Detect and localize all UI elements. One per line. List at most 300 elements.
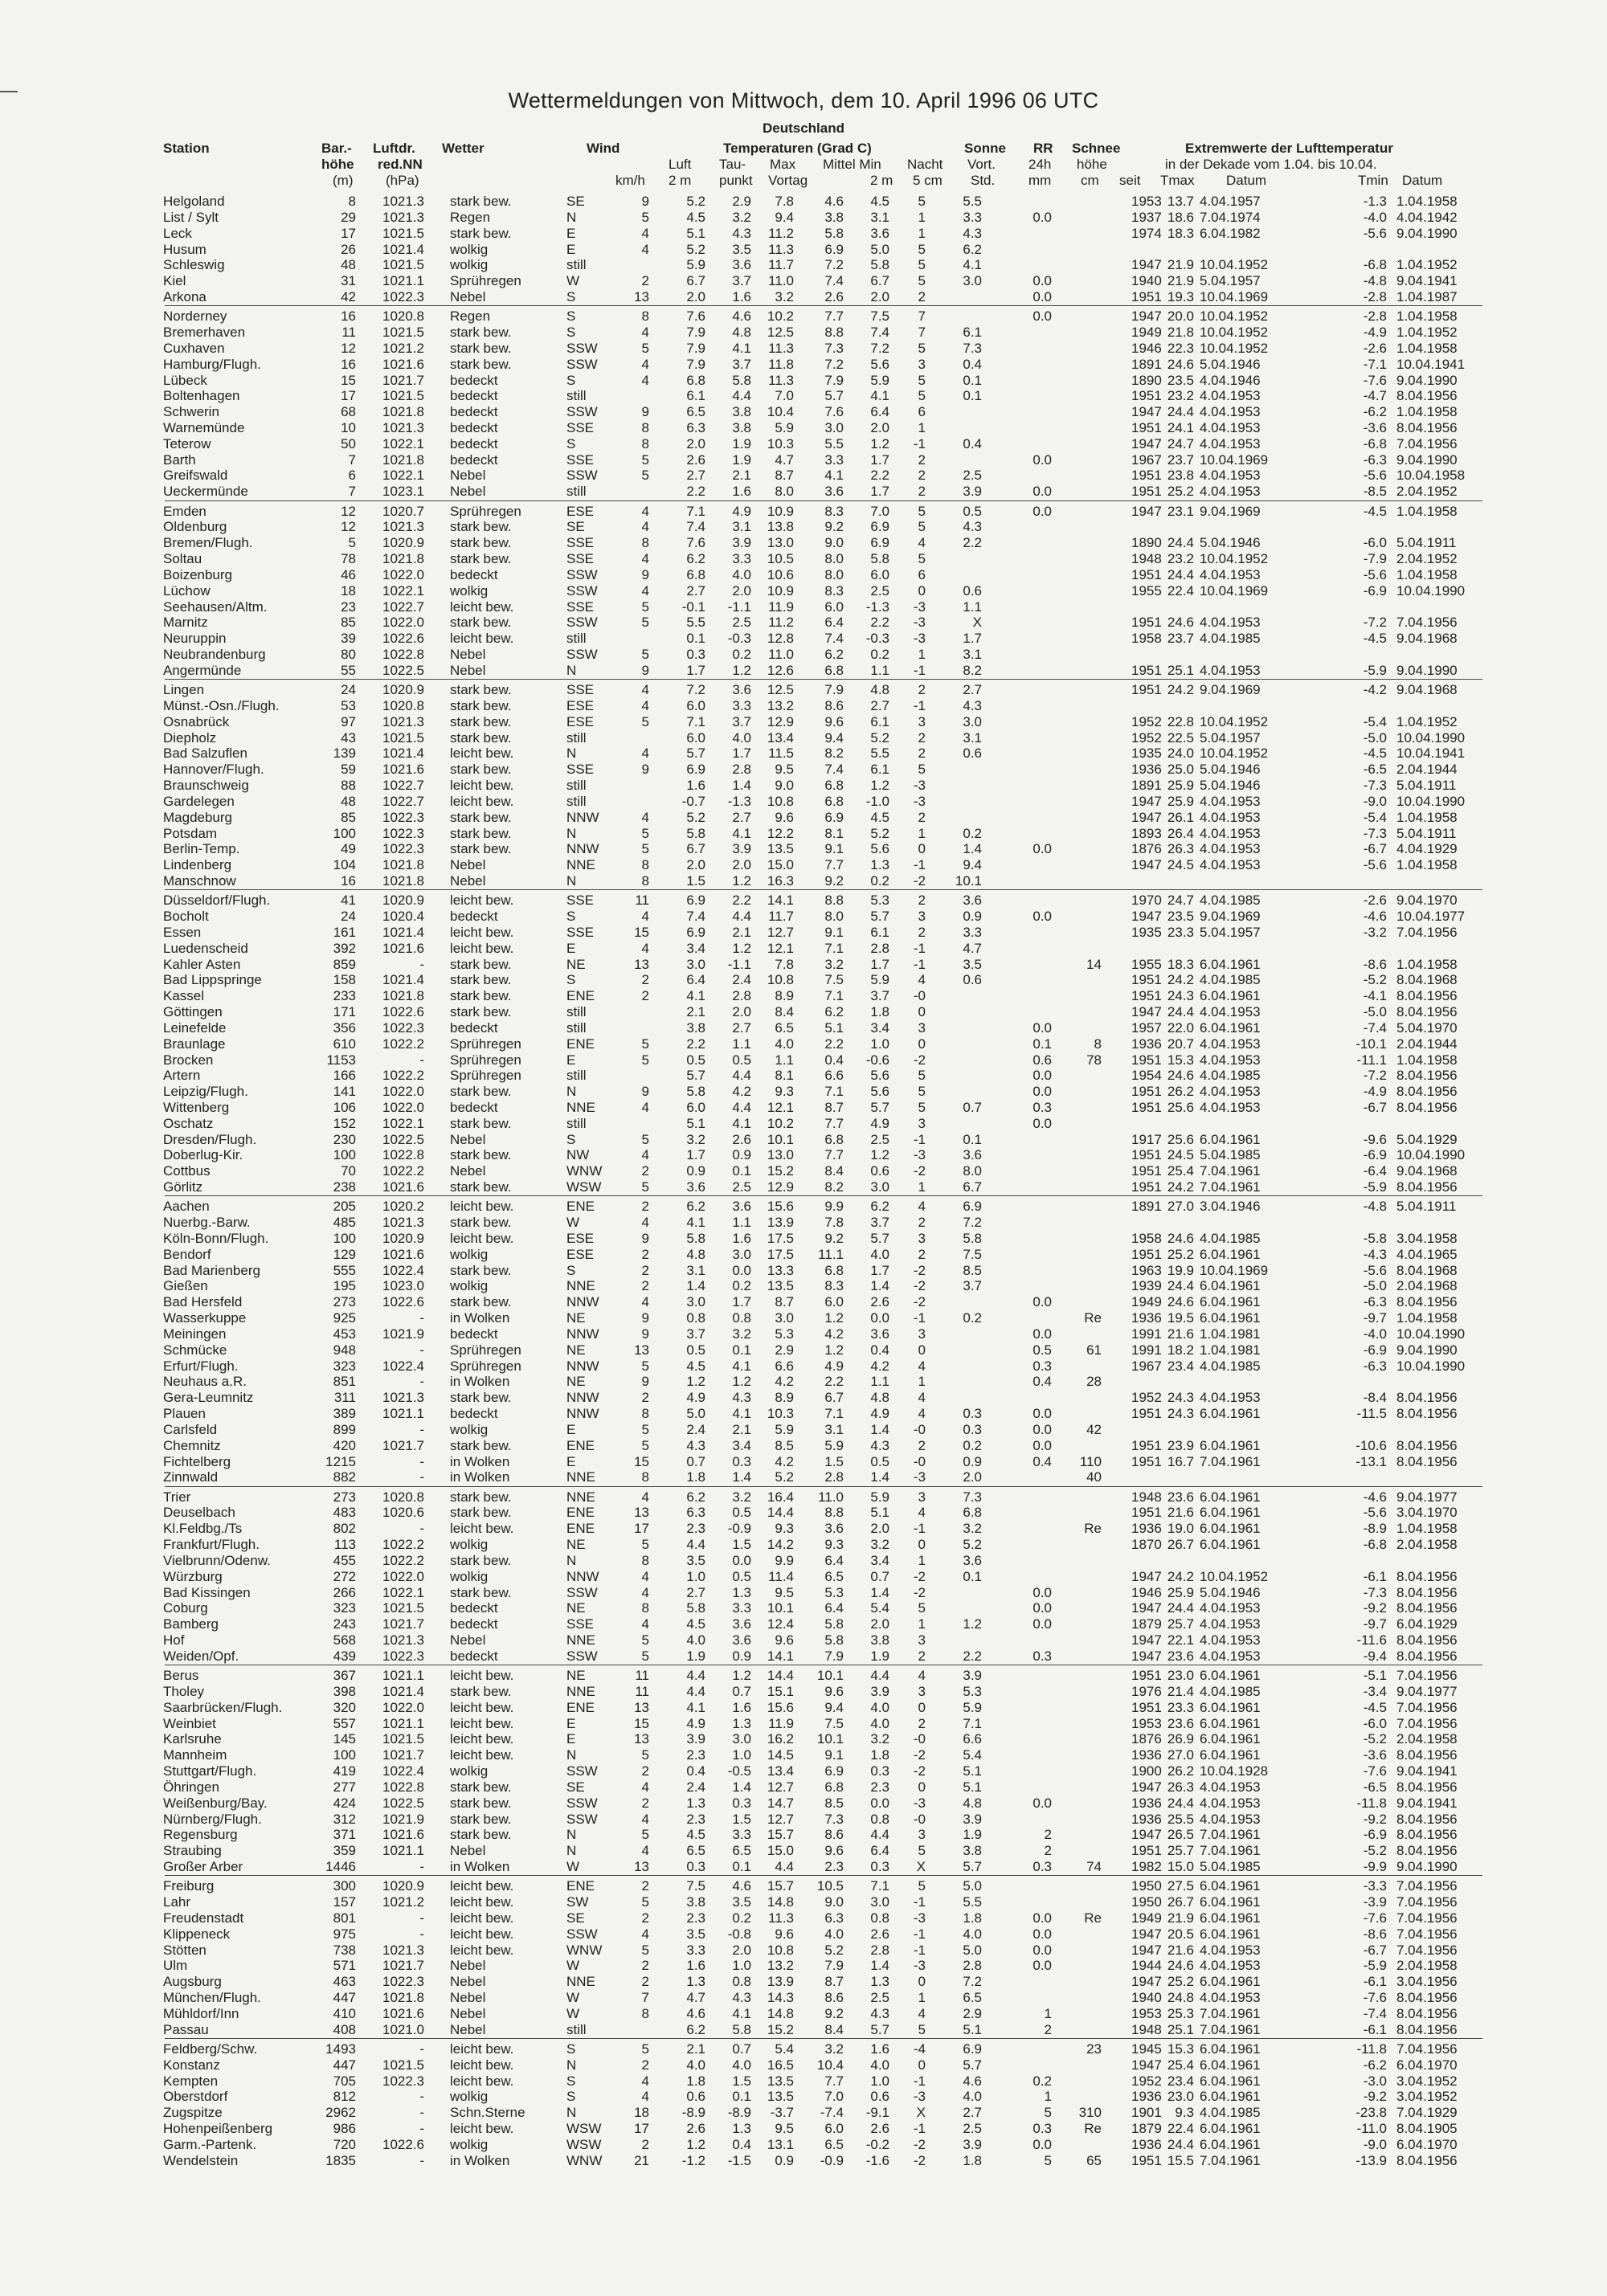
cell-wetter: Nebel: [450, 872, 486, 889]
cell-tmin-datum: 7.04.1956: [1396, 1926, 1458, 1942]
cell-nacht-5cm: -3: [913, 1795, 926, 1811]
cell-station: Magdeburg: [163, 809, 233, 825]
cell-tmax-datum: 6.04.1961: [1200, 2073, 1261, 2089]
cell-luft-temp: 5.7: [686, 1068, 705, 1084]
cell-seit: 1951: [1131, 1406, 1162, 1421]
cell-tmax-datum: 6.04.1961: [1200, 1926, 1261, 1942]
cell-luft-temp: 4.5: [686, 1827, 705, 1843]
cell-min-2m: 5.3: [870, 893, 889, 909]
cell-mittel: 2.3: [824, 1859, 844, 1874]
cell-min-2m: 5.9: [870, 1489, 889, 1505]
cell-mittel: 9.4: [824, 1699, 844, 1715]
cell-nacht-5cm: 5: [918, 503, 926, 519]
cell-station: Husum: [163, 241, 206, 257]
cell-tmax: 24.0: [1167, 746, 1194, 762]
cell-min-2m: 5.9: [870, 372, 889, 388]
cell-station: Bad Kissingen: [163, 1584, 251, 1600]
cell-mittel: 5.5: [824, 435, 844, 451]
cell-max-vortag: 17.5: [767, 1246, 794, 1262]
cell-rr-24h: 0.0: [1032, 1406, 1052, 1421]
cell-wind-speed: 4: [641, 746, 649, 762]
cell-min-2m: 4.1: [870, 388, 889, 404]
cell-luft-temp: 5.9: [686, 257, 705, 273]
cell-wind-speed: 2: [641, 2136, 649, 2152]
table-row: [0, 841, 1607, 857]
cell-tmin: -3.4: [1363, 1683, 1387, 1699]
cell-max-vortag: 10.5: [767, 551, 794, 566]
cell-wind-speed: 2: [641, 1910, 649, 1926]
cell-bar-hoehe: 16: [341, 356, 356, 372]
cell-seit: 1951: [1131, 972, 1162, 988]
cell-luft-temp: 4.9: [686, 1390, 705, 1406]
cell-min-2m: 0.3: [870, 1859, 889, 1874]
table-row: [0, 1990, 1607, 2006]
cell-tmin-datum: 10.04.1990: [1396, 793, 1466, 809]
cell-luft-temp: 7.2: [686, 682, 705, 698]
cell-taupunkt: 3.5: [732, 241, 751, 257]
cell-seit: 1991: [1131, 1326, 1162, 1342]
table-row: [0, 257, 1607, 273]
table-row: [0, 1004, 1607, 1020]
cell-mittel: 10.5: [816, 1878, 844, 1894]
cell-luftdruck: 1021.1: [382, 1668, 424, 1684]
cell-tmin: -6.0: [1363, 1715, 1387, 1731]
cell-wind-dir: E: [566, 1715, 576, 1731]
cell-mittel: 7.9: [824, 372, 844, 388]
cell-wind-dir: S: [566, 288, 576, 304]
cell-max-vortag: 9.4: [775, 209, 794, 225]
cell-wetter: Sprühregen: [450, 1358, 521, 1374]
cell-luft-temp: 0.8: [686, 1310, 705, 1326]
cell-tmin-datum: 1.04.1958: [1396, 1310, 1458, 1326]
cell-tmax: 23.6: [1167, 1489, 1194, 1505]
cell-station: Vielbrunn/Odenw.: [163, 1552, 271, 1568]
cell-mittel: 8.2: [824, 1179, 844, 1195]
cell-tmin-datum: 9.04.1990: [1396, 225, 1458, 241]
cell-tmax-datum: 6.04.1961: [1200, 2136, 1261, 2152]
cell-taupunkt: 1.6: [732, 288, 751, 304]
cell-sonne: 5.2: [963, 1537, 982, 1553]
cell-tmin-datum: 9.04.1941: [1396, 1763, 1458, 1779]
table-row: [0, 1263, 1607, 1279]
cell-max-vortag: 16.5: [767, 2057, 794, 2073]
cell-wind-dir: NNE: [566, 1469, 595, 1485]
cell-sonne: 5.0: [963, 1942, 982, 1958]
group-divider: [165, 889, 1482, 890]
cell-seit: 1951: [1131, 615, 1162, 631]
cell-mittel: 8.3: [824, 1278, 844, 1294]
cell-mittel: 8.5: [824, 1795, 844, 1811]
cell-sonne: 7.3: [963, 340, 982, 356]
cell-seit: 1890: [1131, 372, 1162, 388]
cell-sonne: 3.9: [963, 1811, 982, 1827]
cell-tmin-datum: 7.04.1956: [1396, 435, 1458, 451]
cell-wind-speed: 5: [641, 713, 649, 729]
cell-seit: 1936: [1131, 1811, 1162, 1827]
cell-tmin-datum: 10.04.1990: [1396, 582, 1466, 599]
cell-wind-speed: 4: [641, 682, 649, 698]
cell-tmin-datum: 8.04.1956: [1396, 1632, 1458, 1648]
cell-tmin-datum: 8.04.1905: [1396, 2121, 1458, 2137]
table-row: [0, 583, 1607, 599]
cell-tmax: 25.9: [1167, 778, 1194, 793]
cell-mittel: 1.5: [824, 1453, 844, 1469]
cell-nacht-5cm: 4: [918, 1358, 926, 1374]
header-schnee1: Schnee: [1072, 141, 1121, 156]
cell-tmin: -7.3: [1363, 778, 1387, 793]
cell-station: Gardelegen: [163, 793, 235, 809]
cell-sonne: 0.6: [963, 972, 982, 988]
cell-min-2m: 1.2: [870, 1147, 889, 1163]
cell-wind-speed: 5: [641, 451, 649, 468]
cell-min-2m: -1.0: [865, 793, 889, 809]
cell-mittel: 8.6: [824, 697, 844, 713]
cell-taupunkt: 3.3: [732, 551, 751, 566]
header-kmh: km/h: [615, 173, 645, 188]
cell-wind-speed: 9: [641, 762, 649, 778]
cell-tmin: -6.4: [1363, 1163, 1387, 1179]
cell-wind-dir: S: [566, 909, 576, 925]
cell-sonne: 7.5: [963, 1246, 982, 1262]
cell-mittel: 6.0: [824, 1294, 844, 1310]
cell-wetter: wolkig: [450, 582, 489, 599]
table-row: [0, 1910, 1607, 1926]
cell-tmin: -7.1: [1363, 356, 1387, 372]
cell-min-2m: 6.9: [870, 535, 889, 551]
cell-bar-hoehe: 50: [341, 435, 356, 451]
cell-tmax-datum: 4.04.1953: [1200, 662, 1261, 678]
cell-luft-temp: 5.0: [686, 1406, 705, 1421]
cell-rr-24h: 0.0: [1032, 503, 1052, 519]
cell-tmax: 22.4: [1167, 582, 1194, 599]
cell-bar-hoehe: 129: [333, 1246, 356, 1262]
cell-bar-hoehe: 7: [348, 451, 356, 468]
cell-wind-speed: 2: [641, 1199, 649, 1215]
cell-wind-dir: ENE: [566, 1199, 595, 1215]
cell-tmin: -5.4: [1363, 809, 1387, 825]
cell-tmax-datum: 4.04.1953: [1200, 857, 1261, 873]
cell-taupunkt: 4.1: [732, 2005, 751, 2021]
cell-bar-hoehe: 447: [333, 2057, 356, 2073]
cell-wetter: bedeckt: [450, 388, 498, 404]
cell-tmin: -8.6: [1363, 1926, 1387, 1942]
cell-sonne: 8.0: [963, 1163, 982, 1179]
cell-tmax-datum: 5.04.1957: [1200, 729, 1261, 746]
cell-wind-speed: 2: [641, 972, 649, 988]
cell-nacht-5cm: X: [916, 1859, 926, 1874]
cell-tmin: -6.5: [1363, 1779, 1387, 1795]
cell-tmin: -3.9: [1363, 1894, 1387, 1910]
cell-tmax-datum: 4.04.1953: [1200, 484, 1261, 500]
cell-taupunkt: 0.9: [732, 1648, 751, 1664]
cell-bar-hoehe: 16: [341, 308, 356, 325]
cell-station: Carlsfeld: [163, 1421, 218, 1437]
cell-bar-hoehe: 152: [333, 1115, 356, 1131]
cell-taupunkt: 1.5: [732, 1537, 751, 1553]
cell-tmin: -9.2: [1363, 1811, 1387, 1827]
table-row: [0, 1294, 1607, 1310]
cell-taupunkt: 0.8: [732, 1974, 751, 1990]
cell-wind-dir: SSE: [566, 924, 595, 940]
cell-tmin: -9.6: [1363, 1131, 1387, 1147]
cell-wind-dir: N: [566, 1747, 577, 1763]
cell-bar-hoehe: 705: [333, 2073, 356, 2089]
cell-max-vortag: 15.7: [767, 1827, 794, 1843]
cell-luft-temp: 0.1: [686, 631, 705, 647]
cell-nacht-5cm: 5: [918, 388, 926, 404]
cell-tmin: -4.8: [1363, 273, 1387, 289]
cell-sonne: 3.1: [963, 647, 982, 662]
cell-max-vortag: 16.2: [767, 1731, 794, 1747]
cell-tmin: -6.5: [1363, 762, 1387, 778]
cell-wind-dir: N: [566, 1552, 577, 1568]
cell-nacht-5cm: 5: [918, 194, 926, 209]
cell-luftdruck: -: [419, 1052, 424, 1068]
cell-taupunkt: 1.3: [732, 2121, 751, 2137]
cell-mittel: 7.7: [824, 2073, 844, 2089]
table-row: [0, 551, 1607, 567]
cell-luft-temp: 6.0: [686, 697, 705, 713]
cell-station: Osnabrück: [163, 713, 230, 729]
cell-tmax: 23.7: [1167, 451, 1194, 468]
cell-wetter: stark bew.: [450, 697, 512, 713]
cell-wetter: stark bew.: [450, 988, 512, 1004]
cell-wind-dir: NE: [566, 1668, 586, 1684]
cell-wetter: leicht bew.: [450, 778, 514, 793]
cell-sonne: 0.2: [963, 1310, 982, 1326]
cell-wind-speed: 2: [641, 1390, 649, 1406]
cell-nacht-5cm: -0: [913, 1811, 926, 1827]
cell-luft-temp: 5.5: [686, 615, 705, 631]
cell-min-2m: 1.4: [870, 1584, 889, 1600]
cell-wind-speed: 8: [641, 1552, 649, 1568]
cell-taupunkt: 3.8: [732, 420, 751, 435]
table-row: [0, 746, 1607, 762]
cell-wetter: stark bew.: [450, 1437, 512, 1453]
cell-sonne: 6.5: [963, 1990, 982, 2005]
cell-tmax: 15.0: [1167, 1859, 1194, 1874]
cell-wind-dir: S: [566, 2041, 576, 2057]
cell-wetter: Nebel: [450, 1974, 486, 1990]
cell-max-vortag: 12.7: [767, 1811, 794, 1827]
cell-station: Weißenburg/Bay.: [163, 1795, 268, 1811]
cell-max-vortag: 8.9: [775, 1390, 794, 1406]
cell-luft-temp: 1.6: [686, 778, 705, 793]
cell-wind-speed: 9: [641, 1310, 649, 1326]
cell-tmax-datum: 4.04.1953: [1200, 1632, 1261, 1648]
cell-wetter: Nebel: [450, 662, 486, 678]
cell-station: Göttingen: [163, 1004, 223, 1019]
cell-min-2m: 1.4: [870, 1958, 889, 1974]
cell-rr-24h: 0.0: [1032, 909, 1052, 925]
cell-min-2m: 5.7: [870, 909, 889, 925]
cell-tmax-datum: 7.04.1961: [1200, 1827, 1261, 1843]
cell-min-2m: 4.0: [870, 2057, 889, 2073]
cell-bar-hoehe: 323: [333, 1358, 356, 1374]
cell-tmax: 26.2: [1167, 1763, 1194, 1779]
cell-luftdruck: 1021.3: [382, 1215, 424, 1231]
cell-station: Gera-Leumnitz: [163, 1390, 254, 1406]
cell-wind-dir: SSE: [566, 451, 595, 468]
cell-mittel: 9.6: [824, 1683, 844, 1699]
cell-luftdruck: 1021.4: [382, 241, 424, 257]
cell-bar-hoehe: 55: [341, 662, 356, 678]
cell-bar-hoehe: 12: [341, 503, 356, 519]
cell-wetter: wolkig: [450, 1568, 489, 1584]
cell-tmin-datum: 10.04.1990: [1396, 729, 1466, 746]
cell-tmin: -23.8: [1356, 2105, 1387, 2121]
cell-max-vortag: 14.8: [767, 1894, 794, 1910]
cell-station: Arkona: [163, 288, 206, 304]
cell-wind-speed: 5: [641, 1358, 649, 1374]
cell-station: Lingen: [163, 682, 205, 698]
cell-mittel: 3.2: [824, 2041, 844, 2057]
cell-nacht-5cm: 3: [918, 1827, 926, 1843]
cell-wetter: leicht bew.: [450, 1747, 514, 1763]
cell-max-vortag: 11.5: [768, 746, 794, 762]
cell-schnee: 14: [1086, 956, 1102, 972]
table-row: [0, 2041, 1607, 2057]
cell-tmin-datum: 6.04.1929: [1396, 1616, 1458, 1632]
cell-taupunkt: 0.5: [732, 1568, 751, 1584]
table-row: [0, 698, 1607, 714]
cell-wind-dir: ENE: [566, 1437, 595, 1453]
cell-min-2m: 5.8: [870, 551, 889, 566]
cell-mittel: 7.9: [824, 1958, 844, 1974]
cell-wetter: Nebel: [450, 1632, 486, 1648]
cell-min-2m: 4.5: [870, 809, 889, 825]
cell-luftdruck: 1022.4: [382, 1358, 424, 1374]
cell-max-vortag: 11.7: [768, 909, 794, 925]
cell-min-2m: 6.4: [870, 1843, 889, 1859]
cell-tmin-datum: 7.04.1956: [1396, 615, 1458, 631]
cell-wind-speed: 5: [641, 209, 649, 225]
cell-mittel: 7.7: [824, 857, 844, 873]
cell-luft-temp: 2.7: [686, 1584, 705, 1600]
cell-schnee: 28: [1086, 1374, 1102, 1390]
cell-wind-speed: 15: [634, 1715, 649, 1731]
cell-station: Mannheim: [163, 1747, 227, 1763]
cell-seit: 1947: [1131, 1926, 1162, 1942]
cell-tmin: -8.4: [1363, 1390, 1387, 1406]
cell-tmax: 26.1: [1167, 809, 1194, 825]
cell-taupunkt: 2.0: [732, 1942, 751, 1958]
cell-tmax: 23.0: [1167, 1668, 1194, 1684]
cell-taupunkt: 4.4: [732, 388, 751, 404]
cell-seit: 1947: [1131, 435, 1162, 451]
cell-station: Norderney: [163, 308, 227, 325]
cell-max-vortag: 15.1: [767, 1683, 794, 1699]
cell-tmax-datum: 6.04.1961: [1200, 1521, 1261, 1537]
cell-max-vortag: 15.6: [767, 1199, 794, 1215]
cell-wind-speed: 4: [641, 1616, 649, 1632]
cell-min-2m: 2.0: [870, 1521, 889, 1537]
cell-bar-hoehe: 389: [333, 1406, 356, 1421]
cell-tmin: -5.0: [1363, 729, 1387, 746]
cell-bar-hoehe: 85: [341, 615, 356, 631]
cell-taupunkt: 4.0: [732, 729, 751, 746]
cell-wind-speed: 8: [641, 872, 649, 889]
cell-tmax: 25.1: [1167, 2021, 1194, 2037]
cell-wind-speed: 5: [641, 1632, 649, 1648]
cell-sonne: 7.1: [963, 1715, 982, 1731]
cell-station: Karlsruhe: [163, 1731, 222, 1747]
cell-taupunkt: 3.2: [732, 1489, 751, 1505]
cell-luft-temp: 3.3: [686, 1942, 705, 1958]
cell-tmax-datum: 4.04.1953: [1200, 1036, 1261, 1052]
cell-max-vortag: 13.5: [767, 2073, 794, 2089]
cell-luftdruck: 1022.2: [382, 1036, 424, 1052]
cell-tmax: 21.9: [1167, 1910, 1194, 1926]
cell-max-vortag: 10.1: [767, 1600, 794, 1616]
cell-bar-hoehe: 68: [341, 404, 356, 420]
cell-tmax-datum: 4.04.1985: [1200, 2105, 1261, 2121]
cell-taupunkt: 0.0: [732, 1262, 751, 1278]
cell-wind-dir: SSW: [566, 1811, 598, 1827]
cell-max-vortag: 14.8: [767, 2005, 794, 2021]
cell-bar-hoehe: 273: [333, 1489, 356, 1505]
cell-wetter: bedeckt: [450, 1019, 498, 1036]
header-rr3: mm: [1028, 173, 1052, 188]
cell-tmin-datum: 6.04.1970: [1396, 2136, 1458, 2152]
cell-tmax: 23.9: [1167, 1437, 1194, 1453]
cell-tmax-datum: 4.04.1985: [1200, 893, 1261, 909]
cell-luftdruck: 1022.8: [382, 647, 424, 662]
cell-station: Hof: [163, 1632, 185, 1648]
cell-wetter: Nebel: [450, 1990, 486, 2005]
cell-bar-hoehe: 439: [333, 1648, 356, 1664]
cell-seit: 1946: [1131, 1584, 1162, 1600]
cell-station: Leinefelde: [163, 1019, 227, 1036]
cell-mittel: 7.3: [824, 1811, 844, 1827]
cell-min-2m: 5.6: [870, 841, 889, 857]
cell-bar-hoehe: 49: [341, 841, 356, 857]
cell-luft-temp: 4.1: [686, 1699, 705, 1715]
cell-max-vortag: 14.3: [767, 1990, 794, 2005]
cell-wind-dir: SE: [566, 1779, 585, 1795]
cell-nacht-5cm: 5: [918, 1084, 926, 1100]
cell-sonne: 3.7: [963, 1278, 982, 1294]
cell-wind-speed: 9: [641, 1231, 649, 1246]
cell-tmax: 25.1: [1167, 662, 1194, 678]
cell-taupunkt: -1.5: [727, 2152, 751, 2168]
cell-wetter: stark bew.: [450, 535, 512, 551]
cell-schnee: 310: [1078, 2105, 1102, 2121]
cell-station: Nuerbg.-Barw.: [163, 1215, 251, 1231]
cell-wind-speed: 8: [641, 1600, 649, 1616]
cell-wind-speed: 8: [641, 1406, 649, 1421]
cell-wind-dir: N: [566, 1843, 577, 1859]
cell-tmax: 23.3: [1167, 924, 1194, 940]
cell-mittel: 8.6: [824, 1827, 844, 1843]
cell-sonne: 0.2: [963, 1437, 982, 1453]
cell-tmin: -5.4: [1363, 713, 1387, 729]
cell-bar-hoehe: 311: [333, 1390, 356, 1406]
cell-max-vortag: 13.3: [767, 1262, 794, 1278]
cell-schnee: 110: [1079, 1453, 1102, 1469]
cell-taupunkt: 4.8: [732, 325, 751, 341]
cell-wind-speed: 4: [641, 1099, 649, 1115]
cell-wetter: bedeckt: [450, 1600, 498, 1616]
cell-wind-dir: WSW: [566, 2121, 602, 2137]
table-row: [0, 647, 1607, 663]
table-row: [0, 2073, 1607, 2090]
cell-sonne: 5.1: [963, 2021, 982, 2037]
cell-nacht-5cm: 2: [918, 288, 926, 304]
cell-mittel: 3.2: [824, 956, 844, 972]
cell-tmin-datum: 5.04.1970: [1396, 1019, 1458, 1036]
cell-station: Mühldorf/Inn: [163, 2005, 239, 2021]
